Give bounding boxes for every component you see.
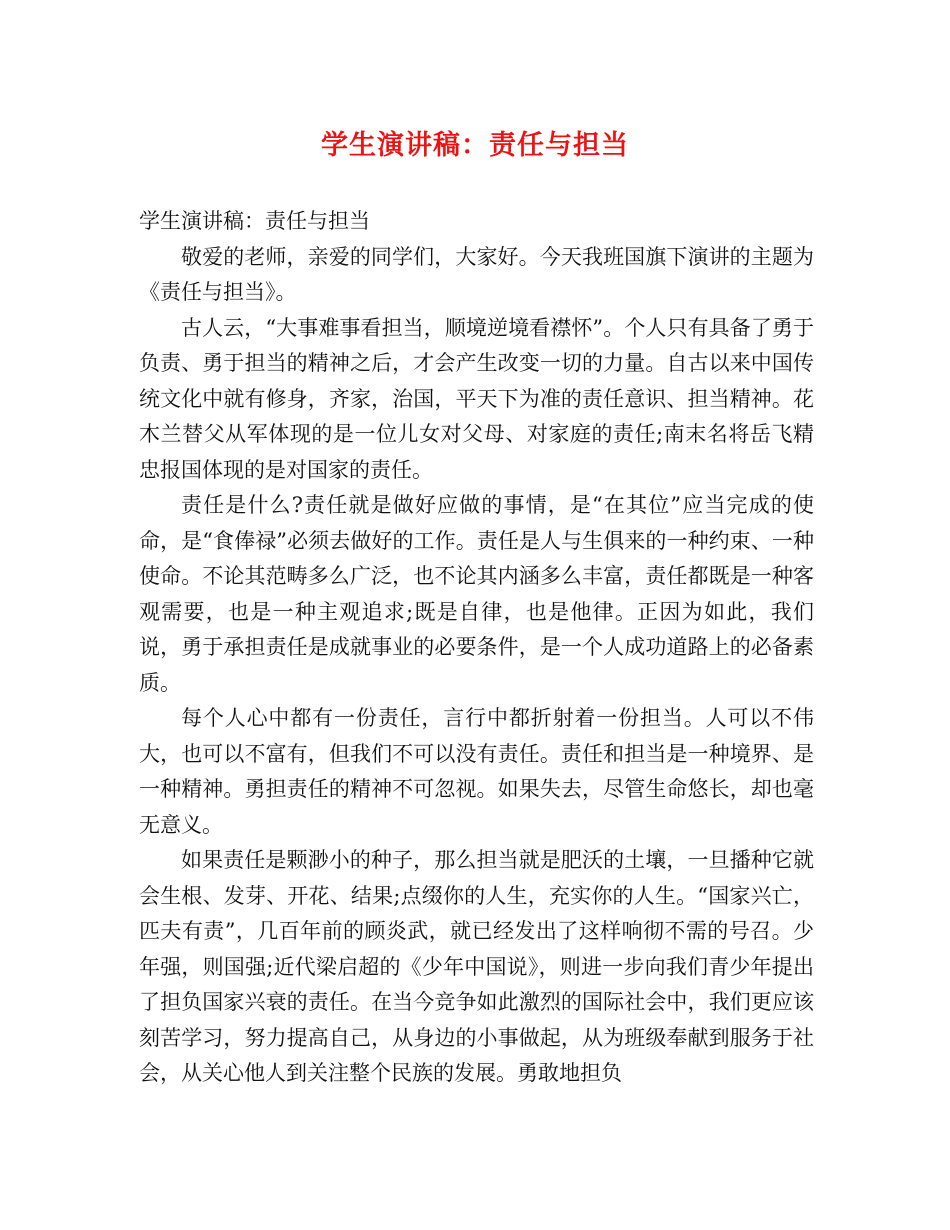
paragraph: 责任是什么?责任就是做好应做的事情，是“在其位”应当完成的使命，是“食俸禄”必须去做好的工作。责任是人与生俱来的一种约束、一种使命。不论其范畴多么广泛，也不论其内涵多么丰富，责任都既是一种客观需要，也是一种主观追求;既是自律，也是他律。正因为如此，我们说，勇于承担责任是成就事业的必要条件，是一个人成功道路上的必备素质。 [139,493,814,695]
paragraph: 古人云，“大事难事看担当，顺境逆境看襟怀”。个人只有具备了勇于负责、勇于担当的精神之后，才会产生改变一切的力量。自古以来中国传统文化中就有修身，齐家，治国，平天下为准的责任意识、担当精神。花木兰替父从军体现的是一位儿女对父母、对家庭的责任;南末名将岳飞精忠报国体现的是对国家的责任。 [139,315,814,482]
document-body [139,204,814,1092]
paragraph: 敬爱的老师，亲爱的同学们，大家好。今天我班国旗下演讲的主题为《责任与担当》。 [139,244,814,304]
paragraph: 每个人心中都有一份责任，言行中都折射着一份担当。人可以不伟大，也可以不富有，但我们不可以没有责任。责任和担当是一种境界、是一种精神。勇担责任的精神不可忽视。如果失去，尽管生命悠长，却也毫无意义。 [139,706,814,837]
paragraph: 如果责任是颗渺小的种子，那么担当就是肥沃的土壤，一旦播种它就会生根、发芽、开花、结果;点缀你的人生，充实你的人生。“国家兴亡，匹夫有责”，几百年前的顾炎武，就已经发出了这样响彻不需的号召。少年强，则国强;近代梁启超的《少年中国说》，则进一步向我们青少年提出了担负国家兴衰的责任。在当今竞争如此激烈的国际社会中，我们更应该刻苦学习，努力提高自己，从身边的小事做起，从为班级奉献到服务于社会，从关心他人到关注整个民族的发展。勇敢地担负 [139,848,814,1085]
document-title: 学生演讲稿：责任与担当 [321,130,629,161]
document-subtitle: 学生演讲稿：责任与担当 [139,209,370,233]
